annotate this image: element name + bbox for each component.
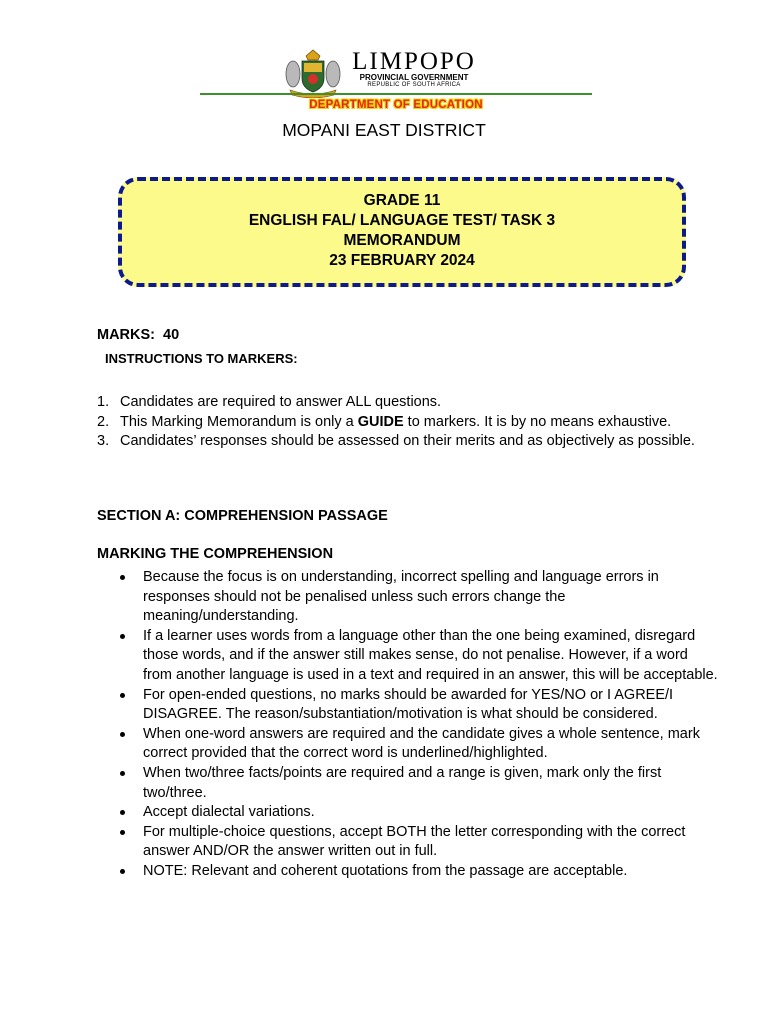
list-item [120,803,720,823]
list-item [97,413,717,433]
guideline-text: When one-word answers are required and the candidate gives a whole sentence, mark correct provided that the correct word is underlined/highlighted. [143,725,700,762]
memo-subject: ENGLISH FAL/ LANGUAGE TEST/ TASK 3 [248,212,556,229]
memo-title-box [118,177,686,287]
section-heading: SECTION A: COMPREHENSION PASSAGE [97,508,388,524]
list-item [97,393,717,413]
department-title: DEPARTMENT OF EDUCATION [309,99,483,111]
memo-grade: GRADE 11 [363,192,441,209]
list-item [120,764,720,803]
marking-guidelines-list [120,568,720,882]
instruction-text-after: to markers. It is by no means exhaustive. [403,413,672,430]
district-title: MOPANI EAST DISTRICT [282,120,486,140]
list-number: 3. [97,433,110,450]
marking-heading: MARKING THE COMPREHENSION [97,546,334,562]
list-item [97,432,717,452]
memo-date: 23 FEBRUARY 2024 [329,252,475,269]
bullet-icon [120,575,125,580]
bullet-icon [120,810,125,815]
instructions-heading: INSTRUCTIONS TO MARKERS: [105,351,298,366]
instruction-text: This Marking Memorandum is only a [120,413,358,430]
instructions-list [97,393,717,452]
list-number: 1. [97,394,110,410]
list-item [120,627,720,686]
brand-country: REPUBLIC OF SOUTH AFRICA [367,82,461,88]
bullet-icon [120,732,125,737]
instruction-text: Candidates are required to answer ALL questions. [120,394,442,410]
instruction-text: Candidates’ responses should be assessed on their merits and as objectively as possible. [120,433,695,450]
total-marks: MARKS: 40 [97,327,180,343]
guideline-text: For multiple-choice questions, accept BOTH the letter corresponding with the correct answer AND/OR the answer written out in full. [143,823,686,860]
brand-title: LIMPOPO [352,48,476,75]
bullet-icon [120,634,125,639]
list-item [120,686,720,725]
bullet-icon [120,771,125,776]
bullet-icon [120,869,125,874]
guideline-text: Accept dialectal variations. [143,804,315,821]
list-item [120,823,720,862]
instruction-emphasis: GUIDE [357,413,404,430]
coat-of-arms-icon [284,48,342,98]
memo-type: MEMORANDUM [343,232,461,249]
guideline-text: If a learner uses words from a language other than the one being examined, disregard those words, and if the answer still makes sense, do not penalise. However, if a word from another language is used in a text and required in an answer, this will be acceptable. [143,627,718,683]
list-item [120,568,720,627]
bullet-icon [120,830,125,835]
list-item [120,862,720,882]
list-number: 2. [97,413,110,430]
bullet-icon [120,693,125,698]
guideline-text: When two/three facts/points are required and a range is given, mark only the first two/three. [143,764,662,801]
guideline-text: Because the focus is on understanding, incorrect spelling and language errors in responses should not be penalised unless such errors change the meaning/understanding. [143,569,659,625]
guideline-text: For open-ended questions, no marks should be awarded for YES/NO or I AGREE/I DISAGREE. The reason/substantiation/motivation is what should be considered. [143,686,674,723]
header-divider [200,93,592,95]
brand-subtitle: PROVINCIAL GOVERNMENT [359,73,469,82]
guideline-text: NOTE: Relevant and coherent quotations from the passage are acceptable. [143,862,628,879]
list-item [120,725,720,764]
